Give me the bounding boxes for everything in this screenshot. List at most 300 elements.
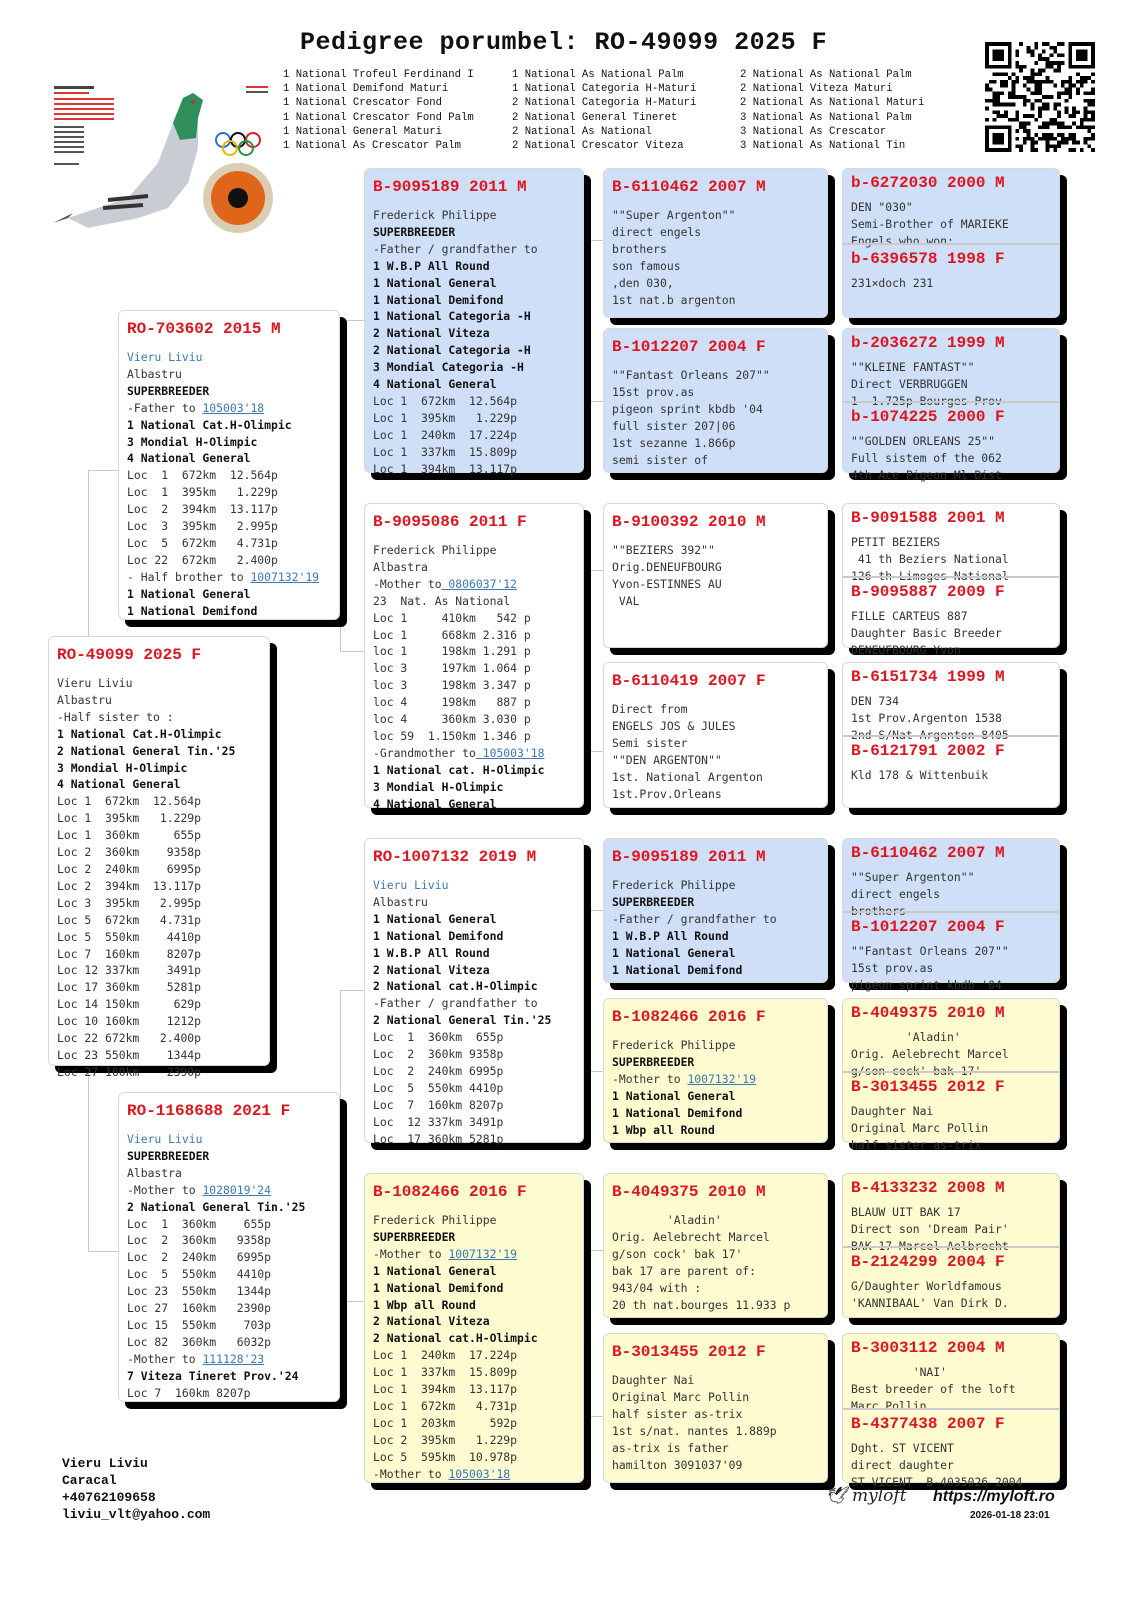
info-line: 126 th Limoges National (851, 568, 1009, 583)
info-line (612, 435, 819, 452)
line-text: Loc 17 360km 5281p (373, 1131, 504, 1146)
line-text: Yvon-ESTINNES AU (612, 576, 722, 591)
g5-top-pigeon[interactable] (843, 1174, 1059, 1253)
line-text: ENGELS JOS & JULES (612, 718, 736, 733)
info-line (57, 979, 261, 996)
line-text: Loc 15 550km 703p (127, 1317, 272, 1332)
info-line (127, 1317, 331, 1334)
info-line (57, 675, 261, 692)
info-line (57, 793, 261, 810)
line-text: -Mother to (373, 1466, 449, 1481)
info-line (612, 1372, 819, 1389)
line-text: Loc 1 672km 12.564p (127, 468, 278, 483)
g4-card[interactable] (603, 503, 828, 648)
line-text: 2 National General Tin.'25 (127, 1199, 306, 1214)
info-line (57, 743, 261, 760)
ring-number: B-1082466 2016 F (612, 1008, 766, 1026)
info-line: g/son cock' bak 17' (851, 1063, 982, 1078)
line-text: Frederick Philippe (612, 878, 736, 892)
info-line (612, 1246, 819, 1263)
info-line: FILLE CARTEUS 887 (851, 609, 968, 623)
info-line (612, 1054, 819, 1071)
info-line: 4th Ace Pigeon Ml Dist (851, 467, 1002, 482)
info-line (612, 275, 819, 292)
relative-link[interactable]: 105003'18 (475, 745, 545, 760)
ring-number: B-1012207 2004 F (612, 338, 766, 356)
g5-bottom-pigeon[interactable] (843, 1071, 1059, 1152)
info-line (612, 1105, 819, 1122)
line-text: Loc 2 394km 13.117p (127, 502, 278, 517)
relative-link[interactable]: 105003'18 (448, 1466, 511, 1481)
g5-card-pair[interactable] (842, 1333, 1060, 1489)
line-text: 3 Mondial H-Olimpic (127, 434, 258, 449)
mother-card[interactable] (118, 1092, 340, 1402)
g5-bottom-pigeon[interactable] (843, 735, 1059, 807)
info-line (373, 1364, 575, 1381)
line-text: 2 National Viteza (373, 326, 490, 341)
line-text: Loc 1 360km 655p (127, 1216, 272, 1231)
line-text: 2 National Categoria -H (373, 343, 531, 358)
info-line (57, 1013, 261, 1030)
g5-card-pair[interactable] (842, 662, 1060, 808)
info-line (373, 410, 575, 427)
line-text: Frederick Philippe (373, 1213, 497, 1227)
g5-card-pair[interactable] (842, 838, 1060, 992)
connector-father (88, 470, 121, 652)
line-text: loc 3 198km 3.347 p (373, 678, 531, 693)
line-text: Loc 27 160km 2390p (57, 1064, 202, 1079)
ring-number: B-9100392 2010 M (612, 513, 766, 531)
info-line (57, 878, 261, 895)
title-achievement: 1 National Crescator Fond Palm (283, 111, 474, 124)
info-line (373, 1029, 575, 1046)
info-line (57, 912, 261, 929)
relative-link[interactable]: 105003'18 (202, 400, 265, 415)
info-line (612, 877, 819, 894)
line-text: Loc 23 550km 1344p (57, 1047, 202, 1062)
line-text: 1 National Demifond (373, 928, 504, 943)
ring-number: B-4377438 2007 F (851, 1415, 1005, 1433)
line-text: loc 4 198km 887 p (373, 695, 531, 710)
relative-link[interactable]: 1007132'19 (687, 1071, 757, 1086)
title-achievement: 2 National As National Maturi (740, 97, 925, 110)
info-line: Direct son 'Dream Pair' (851, 1221, 1009, 1236)
line-text: Loc 3 395km 2.995p (127, 519, 278, 534)
line-text: Albastru (373, 894, 428, 909)
title-achievement: 1 National Demifond Maturi (283, 83, 449, 96)
title-achievement: 2 National As National (512, 125, 652, 138)
info-line (612, 241, 819, 258)
g5-top-pigeon[interactable] (843, 169, 1059, 248)
info-line: Semi-Brother of MARIEKE (851, 216, 1009, 231)
myloft-logo: 🕊 myloft (825, 1486, 907, 1506)
line-text: Orig. Aelebrecht Marcel (612, 1229, 770, 1244)
g5-bottom-pigeon[interactable] (843, 401, 1059, 482)
ring-number: RO-49099 2025 F (57, 646, 202, 664)
line-text: Loc 1 672km 12.564p (57, 794, 202, 809)
line-text: Loc 17 360km 5281p (57, 980, 202, 995)
line-text: Loc 5 595km 10.978p (373, 1449, 518, 1464)
title-achievement: 1 National Categoria H-Maturi (512, 83, 697, 96)
info-line (373, 762, 575, 779)
info-line (612, 1037, 819, 1054)
info-line (373, 576, 575, 593)
line-text: 1 National General (373, 1263, 497, 1278)
info-line (127, 400, 331, 417)
g5-card-pair[interactable] (842, 1173, 1060, 1318)
ring-number: B-9095189 2011 M (373, 178, 527, 196)
info-line (612, 1457, 819, 1474)
g5-card-pair[interactable] (842, 168, 1060, 318)
ring-number: B-6110462 2007 M (612, 178, 766, 196)
info-line (612, 367, 819, 384)
info-line (127, 434, 331, 451)
info-line (373, 325, 575, 342)
line-text: 4 National General (127, 451, 251, 466)
line-text: 2 National General Tin.'25 (57, 743, 236, 758)
ring-number: B-4049375 2010 M (612, 1183, 766, 1201)
info-line (373, 1212, 575, 1229)
line-text: Orig.DENEUFBOURG (612, 559, 722, 574)
line-text: Loc 1 203km 592p (373, 1415, 518, 1430)
line-text: 1 National Demifond (612, 1105, 743, 1120)
line-text: 2 National cat.H-Olimpic (373, 979, 538, 994)
info-line: 'KANNIBAAL' Van Dirk D. (851, 1295, 1009, 1310)
g5-top-pigeon[interactable] (843, 504, 1059, 583)
ff-card[interactable] (364, 168, 584, 476)
info-line (373, 1080, 575, 1097)
line-text: - Half brother to (127, 569, 251, 584)
line-text: -Father / grandfather to (373, 996, 538, 1011)
breeder-name (373, 877, 575, 894)
line-text: -Mother to (612, 1071, 688, 1086)
info-line (57, 996, 261, 1013)
info-line (612, 701, 819, 718)
info-line (373, 911, 575, 928)
g4-card[interactable] (603, 838, 828, 983)
info-line (127, 1249, 331, 1266)
info-line (612, 735, 819, 752)
info-line (612, 962, 819, 979)
info-line (612, 1229, 819, 1246)
generated-timestamp: 2026-01-18 23:01 (970, 1510, 1050, 1521)
line-text: -Father to (127, 400, 203, 415)
ring-number: B-3013455 2012 F (612, 1343, 766, 1361)
line-text: Loc 10 160km 1212p (57, 1014, 202, 1029)
info-line (373, 292, 575, 309)
info-line (57, 844, 261, 861)
info-line: 1 1.725p Bourges Prov (851, 393, 1002, 408)
line-text: 1 National Cat.H-Olimpic (127, 417, 292, 432)
line-text: -Mother to (373, 1246, 449, 1261)
info-line (127, 484, 331, 501)
info-line (127, 552, 331, 569)
info-line (373, 1246, 575, 1263)
relative-link[interactable]: 0806037'12 (441, 576, 518, 591)
line-text: VAL (612, 593, 640, 608)
g5-bottom-pigeon[interactable] (843, 576, 1059, 657)
info-line: Daughter Basic Breeder (851, 625, 1002, 640)
ring-number: RO-703602 2015 M (127, 320, 281, 338)
info-line: 15st prov.as (851, 960, 934, 975)
line-text: Loc 14 150km 629p (57, 997, 202, 1012)
ring-number: B-1082466 2016 F (373, 1183, 527, 1201)
info-line (373, 444, 575, 461)
g5-top-pigeon[interactable] (843, 839, 1059, 918)
info-line: 'NAI' (851, 1365, 948, 1379)
title-achievement: 1 National Crescator Fond (283, 97, 442, 110)
info-line (373, 1263, 575, 1280)
info-line: half sister as-trix (851, 1137, 982, 1152)
line-text: Frederick Philippe (373, 208, 497, 222)
line-text: 1 National General (127, 586, 251, 601)
info-line: 1st Prov.Argenton 1538 (851, 710, 1002, 725)
title-achievement: 2 National As National Palm (740, 69, 912, 81)
info-line (373, 308, 575, 325)
g4-card[interactable] (603, 1333, 828, 1483)
info-line: pigeon sprint kbdb '04 (851, 977, 1002, 992)
g4-card[interactable] (603, 1173, 828, 1318)
info-line (127, 569, 331, 586)
info-line (57, 709, 261, 726)
g4-card[interactable] (603, 168, 828, 318)
line-text: 1 National Demifond (373, 1280, 504, 1295)
info-line (612, 576, 819, 593)
info-line (373, 376, 575, 393)
g5-top-pigeon[interactable] (843, 1334, 1059, 1413)
title-achievement: 1 National General Maturi (283, 125, 442, 138)
g5-bottom-pigeon[interactable] (843, 1246, 1059, 1318)
info-line (127, 518, 331, 535)
g4-card[interactable] (603, 998, 828, 1143)
connector-dam-line (340, 990, 366, 1302)
info-line: Direct VERBRUGGEN (851, 376, 968, 391)
line-text: 20 th nat.bourges 11.933 p (612, 1297, 791, 1312)
line-text: 1 National cat. H-Olimpic (373, 762, 545, 777)
mm-card[interactable] (364, 1173, 584, 1483)
info-line (373, 207, 575, 224)
line-text: Loc 2 360km 9358p (57, 845, 202, 860)
info-line (57, 1030, 261, 1047)
ring-number: B-9095189 2011 M (612, 848, 766, 866)
info-line: 231×doch 231 (851, 276, 934, 290)
site-url-link[interactable]: https://myloft.ro (933, 1488, 1055, 1505)
line-text: Loc 2 240km 6995p (57, 861, 202, 876)
info-line: BAK 17 Marcel Aelbrecht (851, 1238, 1009, 1253)
line-text: Loc 2 394km 13.117p (57, 878, 202, 893)
info-line (373, 1347, 575, 1364)
mf-card[interactable] (364, 838, 584, 1146)
relative-link[interactable]: 1028019'24 (202, 1182, 272, 1197)
info-line: Kld 178 & Wittenbuik (851, 768, 989, 782)
line-text: Vieru Liviu (127, 1132, 203, 1146)
g5-card-pair[interactable] (842, 328, 1060, 482)
line-text: full sister 207|06 (612, 418, 736, 433)
info-line: DEN 734 (851, 694, 900, 708)
info-line (612, 1263, 819, 1280)
info-line (57, 929, 261, 946)
info-line (612, 207, 819, 224)
g5-top-pigeon[interactable] (843, 999, 1059, 1078)
line-text: Loc 1 672km 12.564p (373, 393, 518, 408)
info-line (612, 452, 819, 469)
g4-card[interactable] (603, 662, 828, 808)
info-line (612, 786, 819, 803)
line-text: ""BEZIERS 392"" (612, 543, 715, 557)
line-text: Loc 5 550km 4410p (373, 1080, 504, 1095)
fm-card[interactable] (364, 503, 584, 811)
info-line (373, 1449, 575, 1466)
relative-link[interactable]: 111128'23 (202, 1351, 265, 1366)
line-text: Loc 22 672km 2.400p (57, 1031, 202, 1046)
info-line (373, 224, 575, 241)
owner-email: liviu_vlt@yahoo.com (62, 1507, 211, 1522)
info-line (373, 1330, 575, 1347)
info-line (612, 1088, 819, 1105)
line-text: 1 National Demifond (612, 962, 743, 977)
line-text: 1 Wbp all Round (373, 1297, 476, 1312)
line-text: Loc 1 360km 655p (57, 828, 202, 843)
relative-link[interactable]: 1007132'19 (448, 1246, 518, 1261)
line-text: Semi sister (612, 735, 688, 750)
info-line (127, 450, 331, 467)
line-text: g/son cock' bak 17' (612, 1246, 743, 1261)
line-text: -Grandmother to (373, 745, 476, 760)
info-line (612, 292, 819, 309)
line-text: -Mother to (373, 576, 442, 591)
info-line (57, 760, 261, 777)
line-text: 1st s/nat. nantes 1.889p (612, 1423, 777, 1438)
info-line (373, 1063, 575, 1080)
line-text: Loc 1 394km 13.117p (373, 461, 518, 476)
info-line (612, 258, 819, 275)
ring-number: RO-1168688 2021 F (127, 1102, 291, 1120)
info-line (612, 418, 819, 435)
owner-name: Vieru Liviu (62, 1456, 148, 1471)
info-line (373, 610, 575, 627)
line-text: 1 W.B.P All Round (373, 945, 490, 960)
info-line (373, 928, 575, 945)
info-line: ""Fantast Orleans 207"" (851, 944, 1009, 958)
title-achievement: 3 National As National Tin (740, 140, 906, 153)
title-achievement: 3 National As Crescator (740, 125, 887, 138)
info-line: direct engels (851, 886, 941, 901)
info-line (127, 603, 331, 620)
info-line (373, 711, 575, 728)
line-text: ""Fantast Orleans 207"" (612, 368, 770, 382)
owner-phone: +40762109658 (62, 1490, 156, 1505)
g5-top-pigeon[interactable] (843, 329, 1059, 408)
line-text: Loc 7 160km 8207p (373, 1097, 504, 1112)
info-line (373, 728, 575, 745)
info-line (127, 1148, 331, 1165)
info-line (57, 962, 261, 979)
g5-bottom-pigeon[interactable] (843, 243, 1059, 317)
line-text: Frederick Philippe (373, 543, 497, 557)
line-text: Loc 1 395km 1.229p (127, 485, 278, 500)
line-text: 15st prov.as (612, 384, 695, 399)
line-text: Loc 1 395km 1.229p (57, 811, 202, 826)
info-line: 41 th Beziers National (851, 551, 1009, 566)
info-line: Original Marc Pollin (851, 1120, 989, 1135)
g5-bottom-pigeon[interactable] (843, 1408, 1059, 1489)
ring-number: B-2124299 2004 F (851, 1253, 1005, 1271)
line-text: Loc 7 160km 8207p (127, 1385, 251, 1400)
line-text: 2 National Viteza (373, 1314, 490, 1329)
line-text: Loc 2 360km 9358p (127, 1233, 272, 1248)
line-text: Loc 12 337km 3491p (57, 963, 202, 978)
bird-logo-icon: 🕊 (825, 1486, 847, 1506)
title-achievement: 2 National Crescator Viteza (512, 140, 684, 153)
info-line: G/Daughter Worldfamous (851, 1279, 1002, 1293)
g5-top-pigeon[interactable] (843, 663, 1059, 742)
g5-card-pair[interactable] (842, 998, 1060, 1152)
info-line (373, 1046, 575, 1063)
info-line (373, 559, 575, 576)
line-text: Loc 1 668km 2.316 p (373, 627, 531, 642)
info-line (612, 1280, 819, 1297)
line-text: -Father / grandfather to (612, 911, 777, 926)
g5-card-pair[interactable] (842, 503, 1060, 657)
line-text: Original Marc Pollin (612, 1389, 750, 1404)
info-line (612, 718, 819, 735)
ring-number: B-6110462 2007 M (851, 844, 1005, 862)
line-text: 4 National General (373, 796, 497, 811)
info-line (373, 427, 575, 444)
g4-card[interactable] (603, 328, 828, 473)
g5-bottom-pigeon[interactable] (843, 911, 1059, 992)
info-line (57, 776, 261, 793)
info-line (612, 894, 819, 911)
info-line: 2nd S/Nat Argenton 8405 (851, 727, 1009, 742)
info-line (373, 1466, 575, 1483)
info-line: DENEUFBOURG Yvon (851, 642, 961, 657)
father-card[interactable] (118, 310, 340, 620)
line-text: loc 4 360km 3.030 p (373, 712, 531, 727)
ring-number: B-1012207 2004 F (851, 918, 1005, 936)
title-achievement: 2 National Categoria H-Maturi (512, 97, 697, 110)
line-text: Loc 1 240km 17.224p (373, 1348, 518, 1363)
info-line (57, 692, 261, 709)
line-text: ,den 030, (612, 275, 674, 290)
info-line: DEN "030" (851, 200, 913, 214)
info-line (612, 401, 819, 418)
line-text: SUPERBREEDER (373, 224, 456, 239)
line-text: loc 59 1.150km 1.346 p (373, 728, 531, 743)
info-line (127, 1266, 331, 1283)
line-text: 1 National General (373, 911, 497, 926)
line-text: SUPERBREEDER (612, 894, 695, 909)
ring-number: B-6151734 1999 M (851, 668, 1005, 686)
line-text: 7 Viteza Tineret Prov.'24 (127, 1368, 299, 1383)
info-line (373, 1131, 575, 1148)
subject-card[interactable] (48, 636, 270, 1079)
info-line: Dght. ST VICENT (851, 1441, 954, 1455)
info-line (373, 1012, 575, 1029)
line-text: 1 National Categoria -H (373, 309, 531, 324)
line-text: Loc 1 410km 542 p (373, 610, 531, 625)
info-line (373, 677, 575, 694)
info-line: Engels who won: (851, 233, 954, 248)
info-line (612, 752, 819, 769)
info-line (127, 586, 331, 603)
line-text: Loc 12 337km 3491p (373, 1114, 504, 1129)
titles-col-3 (740, 68, 924, 153)
info-line (373, 995, 575, 1012)
info-line (612, 911, 819, 928)
relative-link[interactable]: 1007132'19 (250, 569, 320, 584)
info-line (373, 275, 575, 292)
